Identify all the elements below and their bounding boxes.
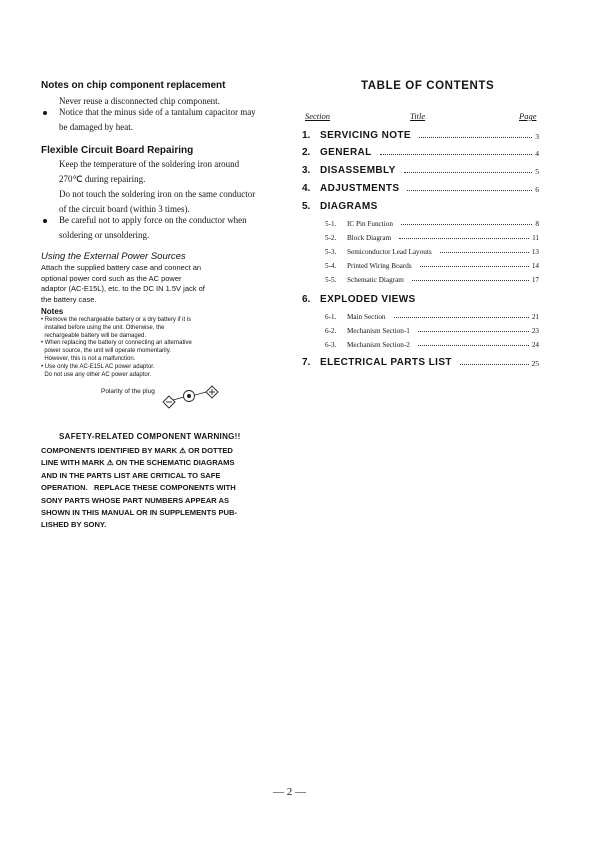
- toc-subsection-number: 5-3.: [325, 248, 337, 256]
- notes-line: rechargeable battery will be damaged.: [41, 332, 147, 339]
- toc-section-adjustments[interactable]: [302, 180, 539, 194]
- toc-page-number: 21: [531, 313, 539, 321]
- safety-warning-heading: SAFETY-RELATED COMPONENT WARNING!!: [59, 432, 241, 441]
- toc-subsection-main-section[interactable]: [325, 309, 539, 321]
- chip-bullet-line-2: be damaged by heat.: [59, 122, 133, 132]
- toc-subsection-printed-wiring-boards[interactable]: [325, 258, 539, 270]
- toc-subsection-mechanism-section-2[interactable]: [325, 337, 539, 349]
- page-number: — 2 —: [273, 786, 306, 798]
- notes-line: • Use only the AC-E15L AC power adaptor.: [41, 363, 155, 370]
- toc-section-number: 6.: [302, 294, 311, 305]
- toc-subsection-number: 5-4.: [325, 262, 337, 270]
- external-power-line: optional power cord such as the AC power: [41, 273, 182, 283]
- toc-subsection-label: Mechanism Section-2: [347, 341, 410, 349]
- dot-leader: [412, 280, 529, 281]
- dot-leader: [440, 252, 529, 253]
- toc-section-number: 3.: [302, 165, 311, 176]
- toc-section-servicing-note[interactable]: [302, 127, 539, 141]
- toc-subsection-number: 6-2.: [325, 327, 337, 335]
- notes-line: power source, the unit will operate momentarily.: [41, 348, 171, 355]
- toc-section-label: DISASSEMBLY: [320, 165, 396, 176]
- toc-column-title: Title: [410, 111, 426, 121]
- toc-subsection-label: Schematic Diagram: [347, 276, 404, 284]
- warning-line: COMPONENTS IDENTIFIED BY MARK ⚠ OR DOTTED: [41, 446, 233, 455]
- dot-leader: [394, 317, 529, 318]
- toc-subsection-semiconductor-lead-layouts[interactable]: [325, 244, 539, 256]
- toc-section-number: 7.: [302, 357, 311, 368]
- toc-page-number: 24: [531, 341, 539, 349]
- flex-bullet-line-2: soldering or unsoldering.: [59, 230, 150, 240]
- external-power-text: [41, 263, 205, 305]
- toc-section-number: 1.: [302, 130, 311, 141]
- flex-line-2: 270℃ during repairing.: [59, 174, 146, 184]
- toc-section-number: 4.: [302, 183, 311, 194]
- toc-section-disassembly[interactable]: [302, 162, 539, 176]
- toc-subsection-label: Printed Wiring Boards: [347, 262, 412, 270]
- toc-subsection-number: 5-5.: [325, 276, 337, 284]
- toc-subsection-label: IC Pin Function: [347, 220, 393, 228]
- toc-page-number: 8: [535, 220, 539, 228]
- toc-page-number: 14: [531, 262, 539, 270]
- dot-leader: [404, 172, 533, 173]
- toc-section-exploded-views[interactable]: [302, 291, 539, 305]
- toc-subsection-number: 5-2.: [325, 234, 337, 242]
- toc-section-number: 2.: [302, 147, 311, 158]
- toc-subsection-block-diagram[interactable]: [325, 230, 539, 242]
- external-power-line: the battery case.: [41, 294, 97, 304]
- notes-line: • When replacing the battery or connecting an alternative: [41, 340, 192, 347]
- notes-line: installed before using the unit. Otherwise, the: [41, 324, 165, 331]
- dot-leader: [407, 190, 532, 191]
- toc-column-page: Page: [519, 111, 537, 121]
- bullet-icon: [43, 219, 47, 223]
- flex-line-4: of the circuit board (within 3 times).: [59, 204, 190, 214]
- dot-leader: [460, 364, 529, 365]
- toc-section-number: 5.: [302, 201, 311, 212]
- polarity-label: Polarity of the plug: [101, 388, 155, 395]
- flex-bullet-line-1: Be careful not to apply force on the conductor when: [59, 215, 247, 225]
- toc-section-label: ADJUSTMENTS: [320, 183, 400, 194]
- toc-page-number: 17: [531, 276, 539, 284]
- toc-section-label: ELECTRICAL PARTS LIST: [320, 357, 452, 368]
- warning-line: OPERATION. REPLACE THESE COMPONENTS WITH: [41, 483, 236, 493]
- toc-subsection-label: Mechanism Section-1: [347, 327, 410, 335]
- toc-subsection-mechanism-section-1[interactable]: [325, 323, 539, 335]
- warning-line: SONY PARTS WHOSE PART NUMBERS APPEAR AS: [41, 495, 230, 505]
- toc-column-section: Section: [305, 111, 331, 121]
- toc-section-label: EXPLODED VIEWS: [320, 294, 416, 305]
- notes-heading: Notes: [41, 307, 64, 316]
- toc-subsection-schematic-diagram[interactable]: [325, 272, 539, 284]
- external-power-heading: Using the External Power Sources: [41, 251, 186, 262]
- plug-polarity-icon: [160, 383, 220, 409]
- dot-leader: [401, 224, 532, 225]
- toc-page-number: 23: [531, 327, 539, 335]
- chip-bullet-line-1: Notice that the minus side of a tantalum capacitor may: [59, 107, 256, 117]
- toc-section-label: SERVICING NOTE: [320, 130, 411, 141]
- dot-leader: [420, 266, 529, 267]
- toc-page-number: 3: [535, 132, 539, 141]
- warning-line: LISHED BY SONY.: [41, 520, 107, 530]
- flex-line-3: Do not touch the soldering iron on the same conductor: [59, 189, 256, 199]
- flex-line-1: Keep the temperature of the soldering iron around: [59, 159, 240, 169]
- toc-subsection-label: Main Section: [347, 313, 386, 321]
- dot-leader: [418, 345, 529, 346]
- dot-leader: [418, 331, 529, 332]
- toc-title: TABLE OF CONTENTS: [361, 80, 495, 92]
- safety-warning-text: [41, 445, 237, 532]
- toc-page-number: 5: [535, 167, 539, 176]
- toc-page-number: 6: [535, 185, 539, 194]
- toc-section-general[interactable]: [302, 144, 539, 158]
- chip-replacement-heading: Notes on chip component replacement: [41, 80, 226, 91]
- toc-section-electrical-parts-list[interactable]: [302, 354, 539, 368]
- toc-subsection-label: Block Diagram: [347, 234, 392, 242]
- toc-section-label: DIAGRAMS: [320, 201, 378, 212]
- toc-subsection-number: 6-1.: [325, 313, 337, 321]
- toc-subsection-number: 5-1.: [325, 220, 337, 228]
- flex-board-heading: Flexible Circuit Board Repairing: [41, 145, 194, 156]
- toc-page-number: 25: [531, 359, 539, 368]
- external-power-line: adaptor (AC-E15L), etc. to the DC IN 1.5V jack of: [41, 284, 205, 293]
- toc-subsection-ic-pin-function[interactable]: [325, 216, 539, 228]
- notes-line: However, this is not a malfunction.: [41, 355, 136, 362]
- notes-list: [41, 317, 192, 379]
- notes-line: Do not use any other AC power adaptor.: [41, 371, 152, 378]
- toc-page-number: 13: [531, 248, 539, 256]
- toc-subsection-label: Semiconductor Lead Layouts: [347, 248, 432, 256]
- dot-leader: [399, 238, 529, 239]
- warning-line: LINE WITH MARK ⚠ ON THE SCHEMATIC DIAGRAMS: [41, 458, 235, 468]
- warning-line: SHOWN IN THIS MANUAL OR IN SUPPLEMENTS PUB-: [41, 508, 238, 518]
- toc-page-number: 11: [532, 234, 539, 242]
- toc-subsection-number: 6-3.: [325, 341, 337, 349]
- toc-page-number: 4: [535, 149, 539, 158]
- bullet-icon: [43, 111, 47, 115]
- toc-section-diagrams[interactable]: [302, 198, 539, 212]
- notes-line: • Remove the rechargeable battery or a dry battery if it is: [41, 317, 192, 323]
- dot-leader: [419, 137, 532, 138]
- chip-note-line: Never reuse a disconnected chip component.: [59, 96, 220, 106]
- toc-section-label: GENERAL: [320, 147, 372, 158]
- dot-leader: [380, 154, 533, 155]
- warning-line: AND IN THE PARTS LIST ARE CRITICAL TO SAFE: [41, 470, 221, 480]
- external-power-line: Attach the supplied battery case and connect an: [41, 263, 202, 272]
